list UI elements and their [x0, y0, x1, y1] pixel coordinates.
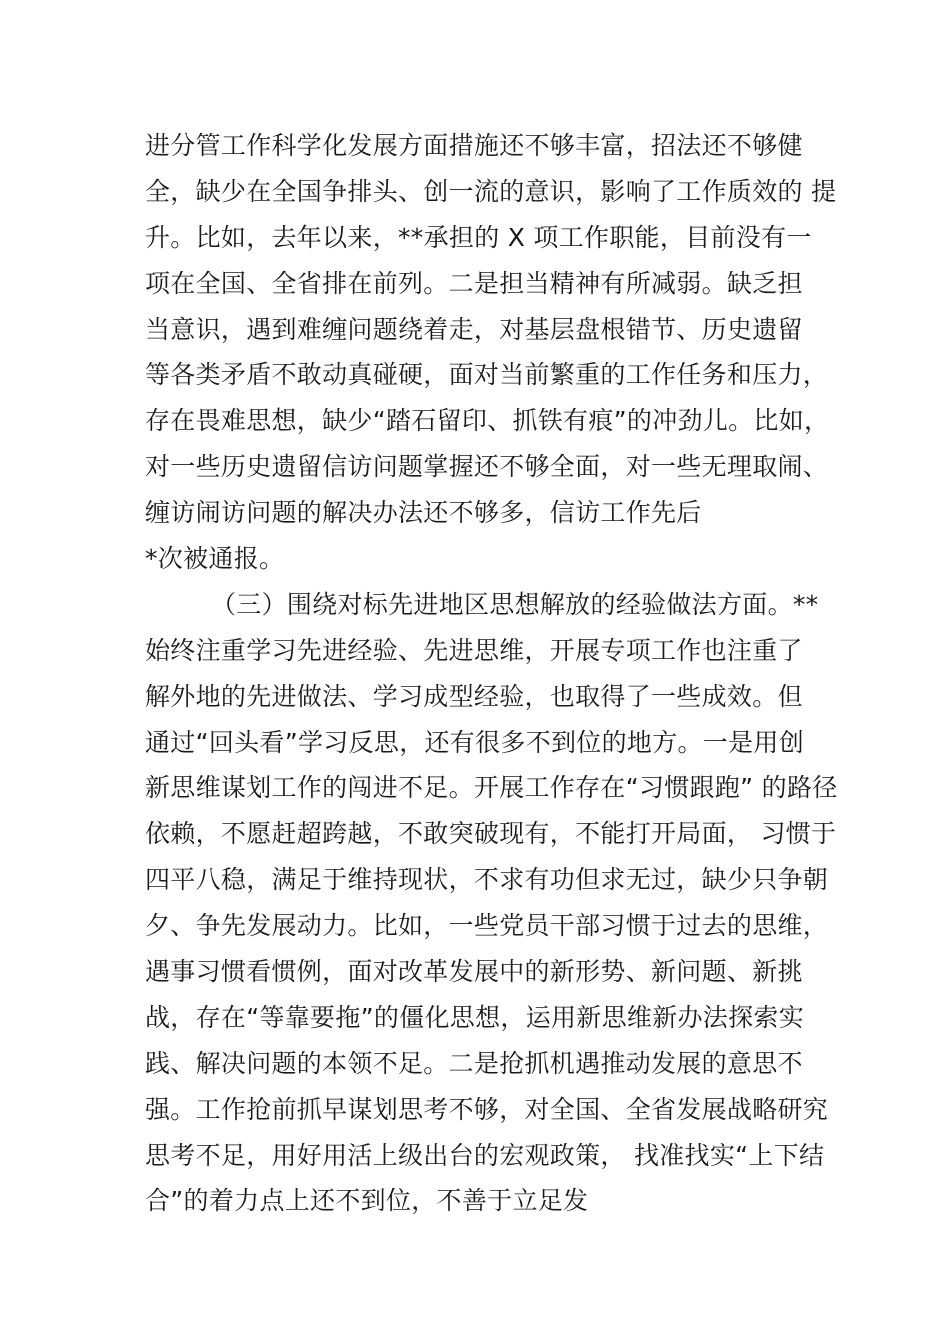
text-line: 当意识，遇到难缠问题绕着走，对基层盘根错节、历史遗留 [145, 314, 803, 344]
text-line: 强。工作抢前抓早谋划思考不够，对全国、全省发展战略研究 [145, 1094, 829, 1124]
text-line: 思考不足，用好用活上级出台的宏观政策， 找准找实“上下结 [145, 1140, 825, 1170]
text-line: 四平八稳，满足于维持现状，不求有功但求无过，缺少只争朝 [145, 865, 829, 895]
section-heading-line: （三）围绕对标先进地区思想解放的经验做法方面。** [145, 589, 819, 619]
text-line: 进分管工作科学化发展方面措施还不够丰富，招法还不够健 [145, 131, 803, 160]
text-line: 升。比如，去年以来，**承担的 X 项工作职能，目前没有一 [145, 222, 812, 252]
text-line: 新思维谋划工作的闯进不足。开展工作存在“习惯跟跑” 的路径 [145, 773, 838, 803]
text-line: 始终注重学习先进经验、先进思维，开展专项工作也注重了 [145, 635, 803, 665]
text-line: *次被通报。 [145, 544, 285, 574]
body-text [145, 123, 845, 1224]
text-line: 存在畏难思想，缺少“踏石留印、抓铁有痕”的冲劲儿。比如， [145, 406, 830, 436]
text-line: 夕、争先发展动力。比如，一些党员干部习惯于过去的思维， [145, 911, 829, 941]
text-line: 等各类矛盾不敢动真碰硬，面对当前繁重的工作任务和压力， [145, 360, 829, 390]
text-line: 践、解决问题的本领不足。二是抢抓机遇推动发展的意思不 [145, 1048, 803, 1078]
text-line: 全，缺少在全国争排头、创一流的意识，影响了工作质效的 提 [145, 176, 837, 206]
text-line: 项在全国、全省排在前列。二是担当精神有所减弱。缺乏担 [145, 268, 803, 298]
text-line: 通过“回头看”学习反思，还有很多不到位的地方。一是用创 [145, 727, 805, 757]
text-line: 解外地的先进做法、学习成型经验，也取得了一些成效。但 [145, 681, 803, 711]
text-line: 合”的着力点上还不到位，不善于立足发 [145, 1186, 589, 1216]
text-line: 对一些历史遗留信访问题掌握还不够全面，对一些无理取闹、 [145, 452, 829, 482]
text-line: 缠访闹访问题的解决办法还不够多，信访工作先后 [145, 498, 702, 528]
text-line: 依赖，不愿赶超跨越，不敢突破现有，不能打开局面， 习惯于 [145, 819, 837, 849]
text-line: 遇事习惯看惯例，面对改革发展中的新形势、新问题、新挑 [145, 957, 803, 987]
text-line: 战，存在“等靠要拖”的僵化思想，运用新思维新办法探索实 [145, 1002, 805, 1032]
